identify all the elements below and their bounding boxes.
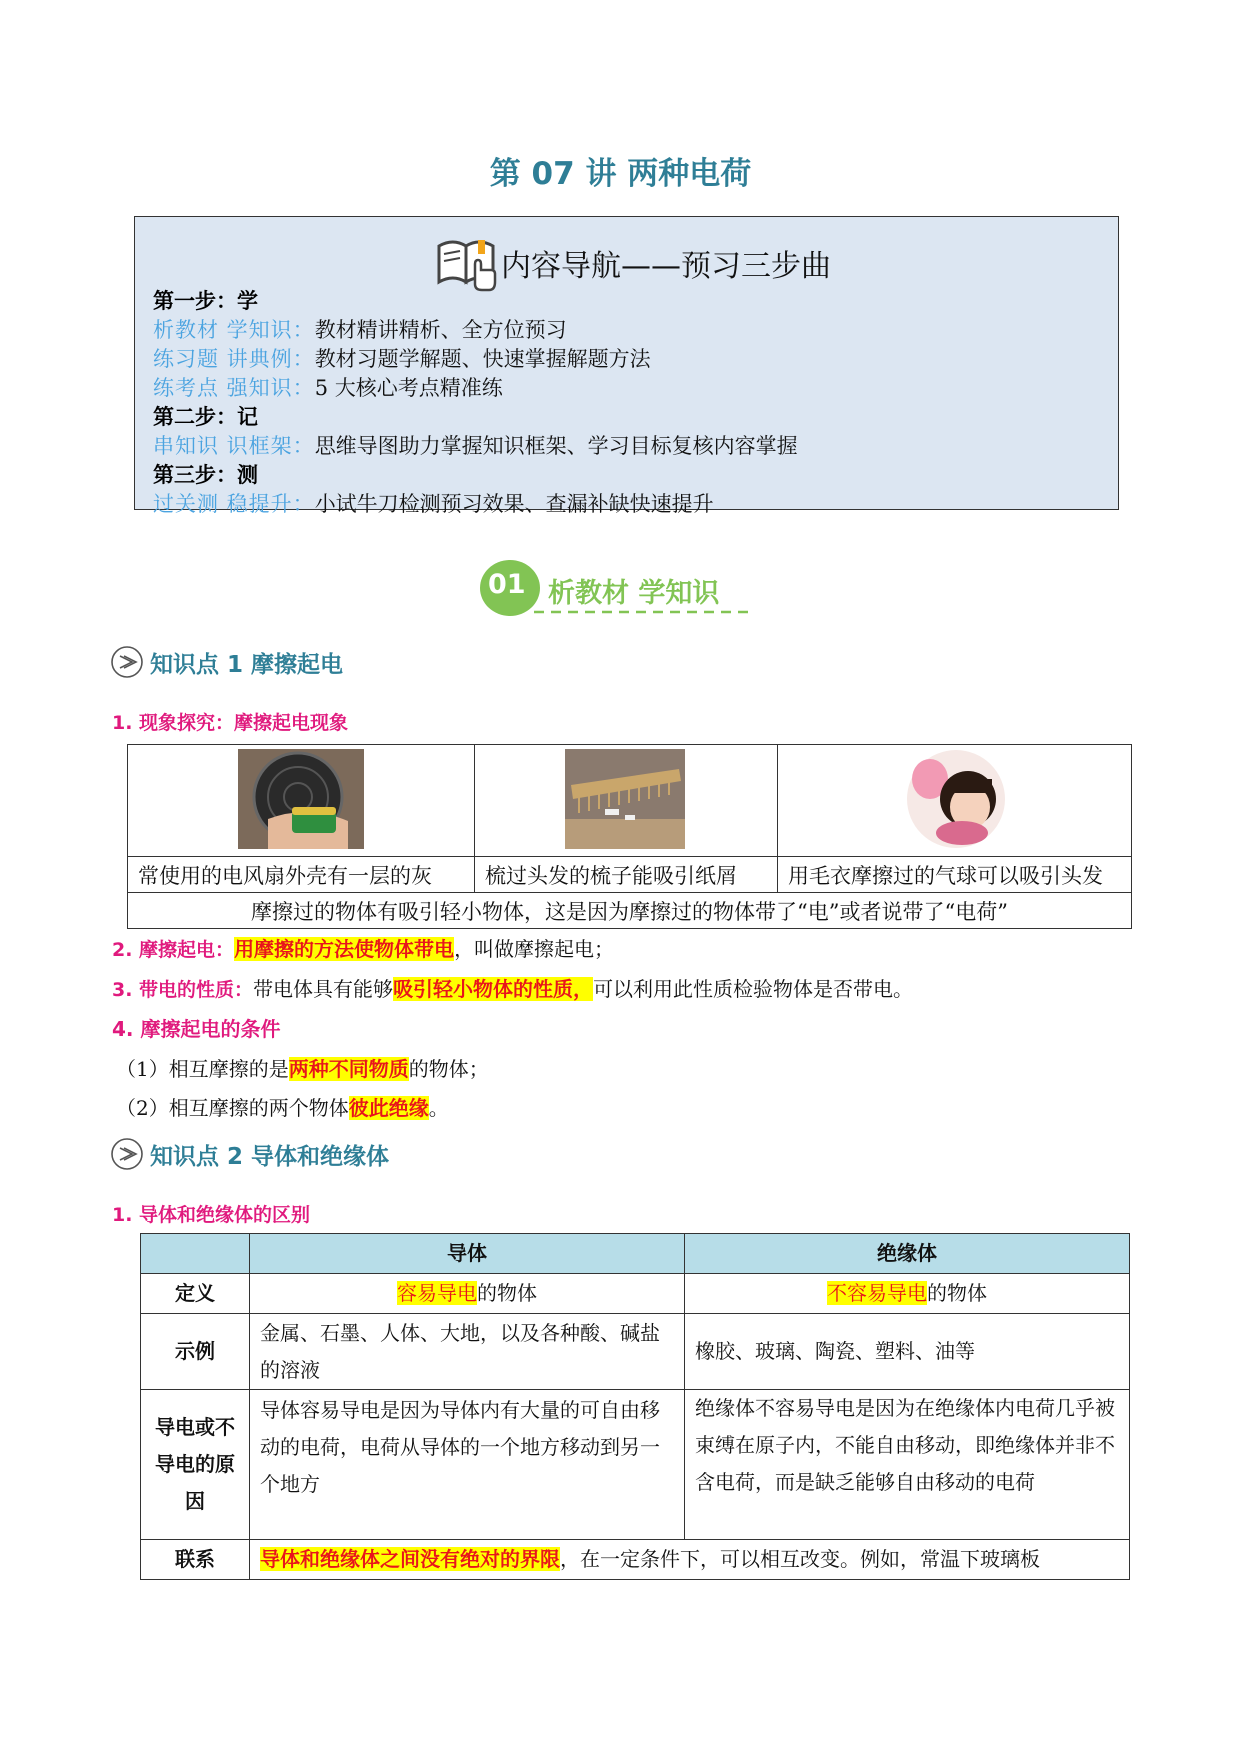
column-header-insulator: 绝缘体: [685, 1234, 1130, 1274]
insulator-reason: 绝缘体不容易导电是因为在绝缘体内电荷几乎被束缚在原子内，不能自由移动，即绝缘体并非不含电荷，而是缺乏能够自由移动的电荷: [685, 1390, 1130, 1540]
nav-item: 析教材 学知识：教材精讲精析、全方位预习: [153, 318, 567, 342]
image-cell: [475, 745, 778, 857]
section-number: 01: [488, 569, 526, 600]
section-title: 析教材 学知识: [548, 578, 720, 609]
knowledge-point-1-heading: 知识点 1 摩擦起电: [110, 642, 343, 682]
nav-heading-text: 内容导航——预习三步曲: [501, 249, 831, 284]
conditions-heading: 4. 摩擦起电的条件: [112, 1017, 281, 1041]
conductor-definition: 容易导电的物体: [250, 1274, 685, 1314]
relation-text: 导体和绝缘体之间没有绝对的界限，在一定条件下，可以相互改变。例如，常温下玻璃板: [250, 1540, 1130, 1580]
nav-item: 串知识 识框架：思维导图助力掌握知识框架、学习目标复核内容掌握: [153, 434, 798, 458]
balloon-girl-photo: [906, 749, 1006, 849]
conductor-examples: 金属、石墨、人体、大地，以及各种酸、碱盐的溶液: [250, 1314, 685, 1390]
comparison-heading: 1. 导体和绝缘体的区别: [112, 1204, 311, 1226]
caption-cell: 用毛衣摩擦过的气球可以吸引头发: [778, 857, 1132, 893]
image-cell: [778, 745, 1132, 857]
caption-cell: 常使用的电风扇外壳有一层的灰: [128, 857, 475, 893]
row-header-definition: 定义: [141, 1274, 250, 1314]
phenomenon-heading: 1. 现象探究：摩擦起电现象: [112, 712, 349, 734]
nav-item: 练考点 强知识：5 大核心考点精准练: [153, 376, 503, 400]
conductor-insulator-table: [140, 1233, 1130, 1580]
fan-photo: [238, 749, 364, 849]
condition-2: （2）相互摩擦的两个物体彼此绝缘。: [116, 1096, 449, 1120]
step-1: 第一步：学: [153, 289, 258, 313]
caption-cell: 梳过头发的梳子能吸引纸屑: [475, 857, 778, 893]
column-header-conductor: 导体: [250, 1234, 685, 1274]
charged-property: 3. 带电的性质：带电体具有能够吸引轻小物体的性质，可以利用此性质检验物体是否带电。: [112, 977, 914, 1001]
nav-lines: [153, 287, 798, 519]
page-title: 第 07 讲 两种电荷: [489, 156, 752, 192]
insulator-definition: 不容易导电的物体: [685, 1274, 1130, 1314]
condition-1: （1）相互摩擦的是两种不同物质的物体；: [116, 1057, 489, 1081]
section-badge: [480, 558, 760, 622]
step-3: 第三步：测: [153, 463, 258, 487]
image-cell: [128, 745, 475, 857]
knowledge-point-2-heading: 知识点 2 导体和绝缘体: [110, 1134, 389, 1174]
comb-photo: [565, 749, 685, 849]
book-pointer-icon: [435, 234, 499, 292]
nav-item: 练习题 讲典例：教材习题学解题、快速掌握解题方法: [153, 347, 651, 371]
corner-cell: [141, 1234, 250, 1274]
row-header-examples: 示例: [141, 1314, 250, 1390]
nav-heading: [435, 233, 831, 293]
friction-electrification-definition: 2. 摩擦起电：用摩擦的方法使物体带电，叫做摩擦起电；: [112, 937, 615, 961]
arrow-circle-icon: [110, 645, 144, 679]
summary-cell: 摩擦过的物体有吸引轻小物体，这是因为摩擦过的物体带了“电”或者说带了“电荷”: [128, 893, 1132, 929]
conductor-reason: 导体容易导电是因为导体内有大量的可自由移动的电荷，电荷从导体的一个地方移动到另一个地方: [250, 1390, 685, 1540]
row-header-relation: 联系: [141, 1540, 250, 1580]
row-header-reason: 导电或不导电的原因: [141, 1390, 250, 1540]
phenomenon-table: [127, 744, 1132, 929]
content-navigation-box: [134, 216, 1119, 516]
insulator-examples: 橡胶、玻璃、陶瓷、塑料、油等: [685, 1314, 1130, 1390]
step-2: 第二步：记: [153, 405, 258, 429]
nav-item: 过关测 稳提升：小试牛刀检测预习效果、查漏补缺快速提升: [153, 492, 714, 516]
arrow-circle-icon: [110, 1137, 144, 1171]
